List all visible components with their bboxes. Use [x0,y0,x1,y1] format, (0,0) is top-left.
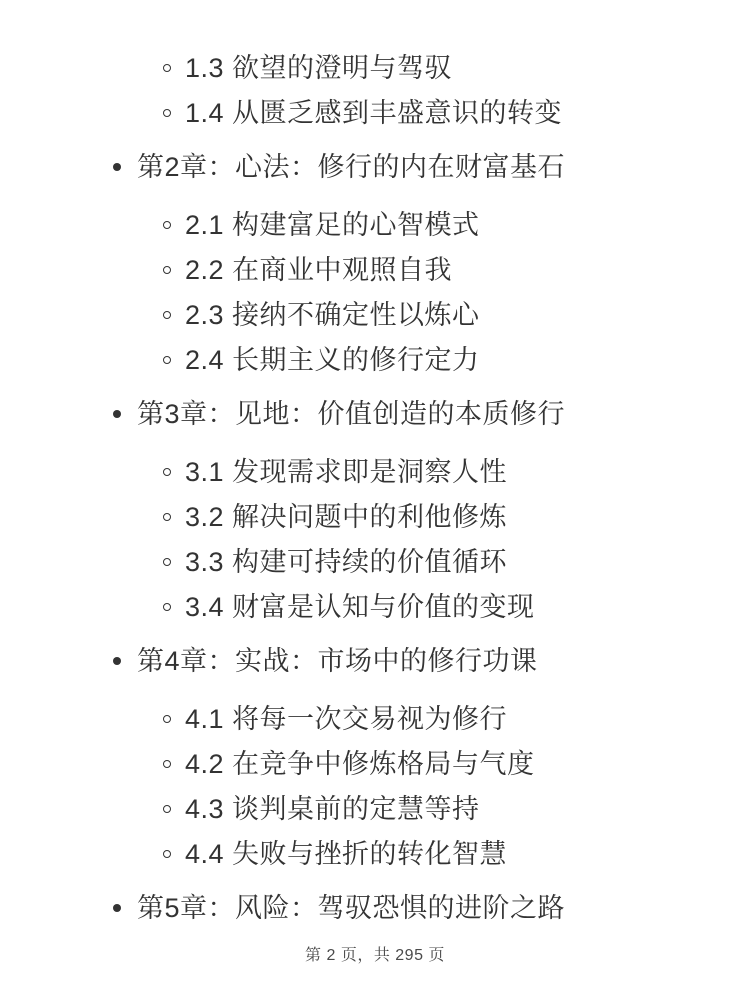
bullet-circle-icon [163,311,171,319]
toc-sub-label: 2.1 构建富足的心智模式 [185,210,480,240]
toc-chapter-label: 第5章：风险：驾驭恐惧的进阶之路 [137,893,566,923]
toc-sub-item [0,502,750,532]
bullet-circle-icon [163,109,171,117]
toc-chapter-label: 第2章：心法：修行的内在财富基石 [137,152,566,182]
toc-sub-item [0,300,750,330]
bullet-circle-icon [163,356,171,364]
toc-chapter-item [0,399,750,429]
toc-sub-item [0,53,750,83]
toc-sub-label: 3.4 财富是认知与价值的变现 [185,592,535,622]
toc-chapter-item [0,893,750,923]
toc-sub-label: 3.3 构建可持续的价值循环 [185,547,508,577]
bullet-circle-icon [163,805,171,813]
toc-sub-item [0,210,750,240]
bullet-circle-icon [163,513,171,521]
toc-sub-item [0,547,750,577]
toc-chapter-item [0,152,750,182]
page-footer [0,946,750,966]
toc-sub-item [0,98,750,128]
toc-sub-label: 1.4 从匮乏感到丰盛意识的转变 [185,98,563,128]
bullet-circle-icon [163,850,171,858]
toc-sub-label: 2.3 接纳不确定性以炼心 [185,300,480,330]
toc-sub-label: 3.1 发现需求即是洞察人性 [185,457,508,487]
bullet-disc-icon [113,410,121,418]
bullet-circle-icon [163,64,171,72]
toc-sub-label: 2.2 在商业中观照自我 [185,255,453,285]
bullet-circle-icon [163,558,171,566]
bullet-circle-icon [163,266,171,274]
toc-sub-label: 4.2 在竞争中修炼格局与气度 [185,749,535,779]
bullet-circle-icon [163,603,171,611]
toc-sub-item [0,794,750,824]
toc-sub-label: 1.3 欲望的澄明与驾驭 [185,53,453,83]
toc-sub-item [0,255,750,285]
bullet-disc-icon [113,163,121,171]
toc-sub-label: 3.2 解决问题中的利他修炼 [185,502,508,532]
bullet-disc-icon [113,904,121,912]
toc-sub-item [0,704,750,734]
bullet-circle-icon [163,760,171,768]
toc-sub-label: 2.4 长期主义的修行定力 [185,345,480,375]
toc-chapter-label: 第4章：实战：市场中的修行功课 [137,646,538,676]
toc-sub-item [0,839,750,869]
bullet-circle-icon [163,715,171,723]
page-number-indicator: 第 2 页，共 295 页 [305,947,445,964]
toc-sub-label: 4.4 失败与挫折的转化智慧 [185,839,508,869]
toc-chapter-item [0,646,750,676]
toc-sub-item [0,345,750,375]
bullet-circle-icon [163,221,171,229]
toc-sub-item [0,749,750,779]
toc-sub-label: 4.1 将每一次交易视为修行 [185,704,508,734]
toc-sub-item [0,592,750,622]
toc-sub-label: 4.3 谈判桌前的定慧等持 [185,794,480,824]
toc-sub-item [0,457,750,487]
toc-chapter-label: 第3章：见地：价值创造的本质修行 [137,399,566,429]
bullet-circle-icon [163,468,171,476]
bullet-disc-icon [113,657,121,665]
